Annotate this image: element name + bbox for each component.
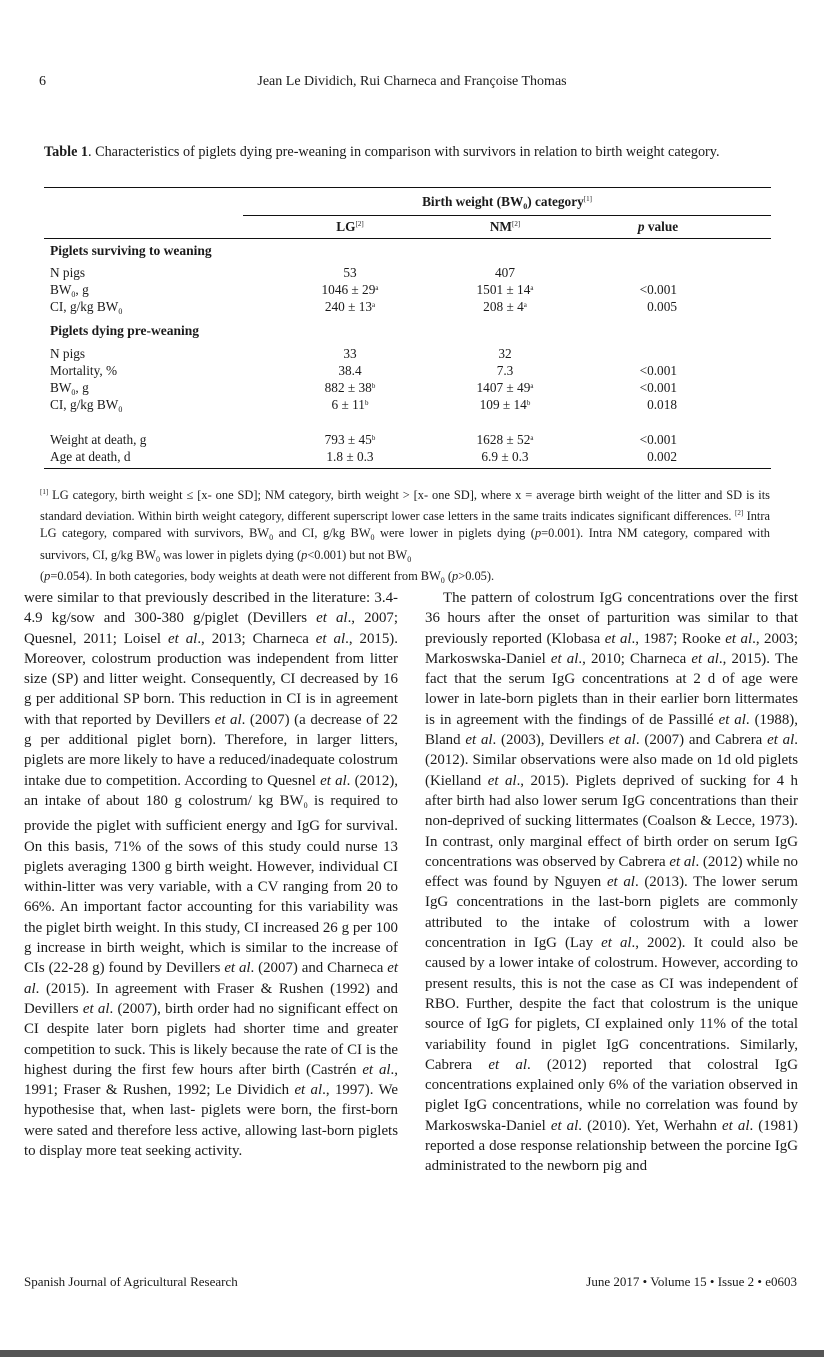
row-label: CI, g/kg $BW_0$ [50,397,123,414]
text-run: ., 2013; Charneca [197,630,316,647]
cell-lg: $240 \pm 13^a$ [324,299,376,314]
table-caption-text: . Characteristics of piglets dying pre-weaning in comparison with survivors in relation to birth weight category. [88,144,720,160]
text-run: et al [488,1056,527,1073]
text-run: . (2012) reported that colostral IgG concentrations explained only 6% of the variation observed in piglet IgG concentrations, while no correlation was found by Markoswska-Daniel [425,1056,798,1134]
text-run: et al [487,772,517,789]
footer-journal-name: Spanish Journal of Agricultural Research [24,1274,238,1289]
table-spanner-header: Birth weight $(BW_0)$ category[1] [422,194,592,211]
text-run: ., 2015). The fact that the serum IgG concentrations at 2 d of age were lower in late-born piglets than in their earlier born littermates is in agreement with the findings of de Passillé [425,650,798,728]
footer-issue-info: June 2017 • Volume 15 • Issue 2 • e0603 [586,1274,797,1289]
section-title-surviving: Piglets surviving to weaning [50,243,212,258]
table-top-rule [44,187,771,188]
text-run: ., 2007; Quesnel, 2011; Loisel [24,610,398,647]
text-run: et al [294,1082,323,1099]
text-run: et al [315,630,346,647]
page-number: 6 [39,74,46,89]
cell-nm: $1628 \pm 52^a$ [476,432,534,447]
body-column-left [24,588,398,1161]
text-run: et al [601,935,632,952]
cell-nm: 7.3 [496,363,514,378]
row-label: $BW_0$, g [50,380,89,397]
text-run: . (1981) reported a dose response relationship between the porcine IgG administrated to the newborn pig and [425,1117,798,1175]
cell-lg: 53 [343,265,357,280]
row-label: Age at death, d [50,449,131,464]
text-run: ., 2015). Piglets deprived of sucking for 4 h after birth had also lower serum IgG concentrations than their non-deprived of sucking littermates (Coalson & Lecce, 1973). In contrast, only marginal effect of birth order on serum IgG concentrations was observed by Cabrera [425,772,798,870]
text-run: et al [550,1117,579,1134]
cell-nm: $109 \pm 14^b$ [479,397,531,412]
text-run: . (2015). In agreement with Fraser & Rushen (1992) and Devillers [24,980,398,1017]
column-header-lg: LG[2] [336,219,364,234]
text-run: 0 [303,800,308,810]
cell-p-value: 0.002 [647,449,677,464]
text-run: ., 1997). We hypothesise that, when last- piglets were born, the first-born were sated and therefore less active, allowing last-born piglets to display more teat seeking activity. [24,1082,398,1160]
cell-lg: 1.8 ± 0.3 [326,449,374,464]
text-run: . (2012). Similar observations were also made on 1d old piglets (Kielland [425,732,798,789]
cell-p-value: 0.018 [647,397,677,412]
text-run: . (2003), Devillers [492,732,609,749]
cell-p-value: 0.005 [647,299,677,314]
text-run: et al [224,960,251,977]
body-column-right [425,588,798,1177]
text-run: ., 1987; Rooke [631,630,726,647]
cell-p-value: <0.001 [639,432,677,447]
text-run: . (2007) (a decrease of 22 g per additional piglet born). Therefore, in larger litters, piglets are more likely to have a reduced/inadequate colostrum intake due to competition. According to Quesnel [24,711,398,789]
table-bottom-rule [44,468,771,469]
row-label: N pigs [50,346,86,361]
table-spanner-rule [243,215,771,216]
column-header-p-value: p value [637,219,679,234]
text-run: ., 2010; Charneca [578,650,692,667]
text-run: et al [669,853,696,870]
text-run: et al [718,711,746,728]
text-run: et al [606,874,635,891]
cell-lg: $6 \pm 11^b$ [331,397,369,412]
cell-lg: $1046 \pm 29^a$ [321,282,379,297]
paragraph [24,588,398,1161]
text-run: et al [725,630,753,647]
text-run: . (2007) and Charneca [250,960,388,977]
text-run: ., 2015). Moreover, colostrum production was independent from litter size (SP) and litter weight. Consequently, CI decreased by 16 g per additional SP born. This reduction in CI is in agreement with that reported by Devillers [24,630,398,728]
cell-lg: $793 \pm 45^b$ [324,432,376,447]
column-header-nm: NM[2] [489,219,521,234]
row-label: N pigs [50,265,86,280]
running-head-authors: Jean Le Dividich, Rui Charneca and Françoise Thomas [257,74,567,89]
text-run: ., 2003; Markoswska-Daniel [425,630,798,667]
table-label: Table 1 [44,144,89,160]
row-label: Weight at death, g [50,432,147,447]
text-run: et al [24,960,398,997]
cell-p-value: <0.001 [639,363,677,378]
cell-nm: 6.9 ± 0.3 [481,449,529,464]
text-run: . (2013). The lower serum IgG concentrations in the last-born piglets are commonly attributed to the intake of colostrum with a lower concentration in IgG (Lay [425,874,798,952]
cell-p-value: <0.001 [639,380,677,395]
text-run: et al [550,650,579,667]
text-run: . (2010). Yet, Werhahn [578,1117,723,1134]
text-run: et al [82,1000,110,1017]
text-run: ., 1991; Fraser & Rushen, 1992; Le Dividich [24,1061,398,1099]
table-footnote: [1] LG category, birth weight ≤ [x- one SD]; NM category, birth weight > [x- one SD], where x = average birth weight of the litter and SD is its standard deviation. Within birth weight category, different superscript lower case letters in the same traits indicates significant differences. [2] Intra LG category, compared with survivors, $BW_0$ and CI, g/kg $BW_0$ were lower in piglets dying (p=0.001). Intra NM category, compared with survivors, CI, g/kg $BW_0$ was lower in piglets dying (p<0.001) but not $BW_0$ (p=0.054). In both categories, body weights at death were not different from $BW_0$ (p>0.05). [40,488,770,585]
row-label: $BW_0$, g [50,282,89,299]
row-label: Mortality, % [50,363,118,378]
text-run: . (2012) while no effect was found by Nguyen [425,853,798,891]
cell-lg: 38.4 [338,363,362,378]
text-run: et al [691,650,719,667]
text-run: et al [168,630,198,647]
text-run: is required to provide the piglet with sufficient energy and IgG for survival. On this basis, 71% of the sows of this study could nurse 13 piglets averaging 1300 g birth weight. However, individual CI within-litter was very variable, with a CV ranging from 20 to 66%. An important factor accounting for this variability was the piglet birth weight. In this study, CI increased 26 g per 100 g increase in birth weight, which is similar to the increase of CIs (22-28 g) found by Devillers [24,792,398,977]
cell-p-value: <0.001 [639,282,677,297]
cell-nm: 32 [498,346,512,361]
row-label: CI, g/kg $BW_0$ [50,299,123,316]
text-run: et al [604,630,632,647]
cell-nm: $1501 \pm 14^a$ [476,282,534,297]
cell-nm: 407 [495,265,515,280]
text-run: ., 2002). It could also be caused by a lower intake of colostrum. However, according to present results, this is not the case as CI was independent of RBO. Further, despite the fact that colostrum is the unique source of IgG for piglets, CI explained only 11% of the total variability found in piglet IgG concentrations. Similarly, Cabrera [425,935,798,1073]
text-run: et al [362,1061,391,1078]
viewer-bottom-bar [0,1350,824,1357]
text-run: et al [608,732,636,749]
cell-nm: $1407 \pm 49^a$ [476,380,534,395]
paragraph [425,588,798,1177]
text-run: . (2007) and Cabrera [635,732,768,749]
text-run: . (2012), an intake of about 180 g colostrum/ kg BW [24,772,398,809]
text-run: et al [316,610,348,627]
text-run: et al [214,711,242,728]
text-run: et al [722,1117,750,1134]
table-header-rule [44,238,771,239]
text-run: The pattern of colostrum IgG concentrations over the first 36 hours after the onset of parturition was similar to that previously reported (Klobasa [425,590,798,647]
cell-nm: $208 \pm 4^a$ [483,299,527,314]
cell-lg: 33 [343,346,357,361]
text-run: et al [465,732,493,749]
text-run: were similar to that previously described in the literature: 3.4-4.9 kg/sow and 300-380 g/piglet (Devillers [24,590,398,627]
text-run: . (2007), birth order had no significant effect on CI despite later born piglets had shorter time and greater competition to suck. This is likely because the rate of CI is the highest during the first few hours after birth (Castrén [24,1000,398,1078]
text-run: et al [320,772,347,789]
text-run: . (1988), Bland [425,711,798,749]
table-caption [44,143,772,162]
text-run: et al [767,732,795,749]
section-title-dying: Piglets dying pre-weaning [50,323,200,338]
cell-lg: $882 \pm 38^b$ [324,380,376,395]
